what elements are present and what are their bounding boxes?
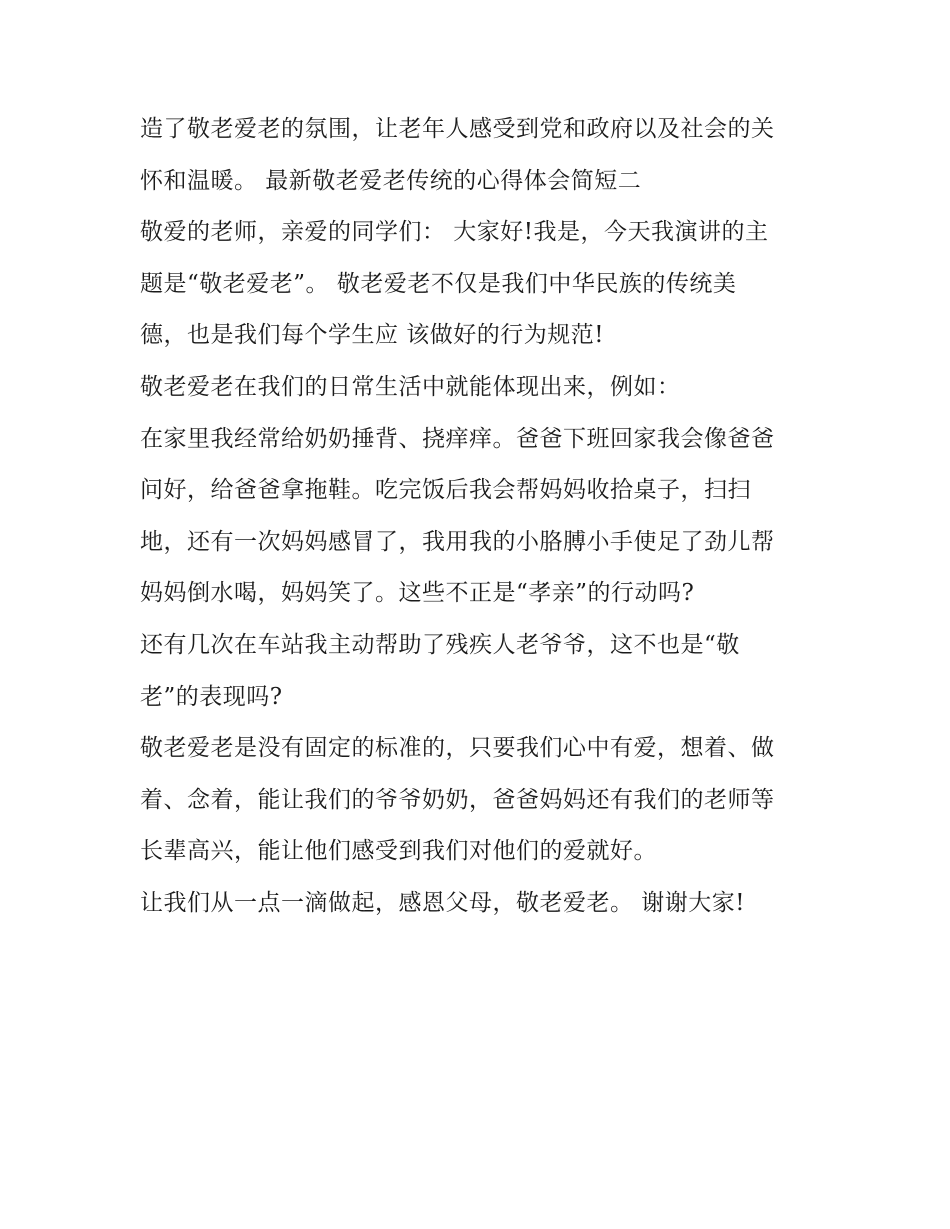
text-line: 造了敬老爱老的氛围，让老年人感受到党和政府以及社会的关 (140, 116, 775, 142)
text-line: 地，还有一次妈妈感冒了，我用我的小胳膊小手使足了劲儿帮 (140, 528, 775, 555)
text-line: 长辈高兴，能让他们感受到我们对他们的爱就好。 (140, 838, 657, 865)
text-line: 还有几次在车站我主动帮助了残疾人老爷爷，这不也是“敬 (140, 631, 740, 658)
body-text (140, 109, 820, 935)
text-line: 德，也是我们每个学生应 该做好的行为规范! (140, 322, 605, 349)
text-line: 妈妈倒水喝，妈妈笑了。这些不正是“孝亲”的行动吗? (140, 580, 695, 607)
text-line: 题是“敬老爱老”。 敬老爱老不仅是我们中华民族的传统美 (140, 270, 737, 297)
text-line: 敬爱的老师，亲爱的同学们： 大家好!我是，今天我演讲的主 (140, 219, 769, 246)
text-line: 着、念着，能让我们的爷爷奶奶，爸爸妈妈还有我们的老师等 (140, 786, 775, 813)
text-line: 敬老爱老在我们的日常生活中就能体现出来，例如： (140, 373, 681, 400)
text-line: 问好，给爸爸拿拖鞋。吃完饭后我会帮妈妈收拾桌子，扫扫 (140, 477, 751, 504)
text-line: 在家里我经常给奶奶捶背、挠痒痒。爸爸下班回家我会像爸爸 (140, 425, 775, 452)
text-line: 怀和温暖。 最新敬老爱老传统的心得体会简短二 (140, 167, 642, 194)
text-line: 老”的表现吗? (140, 683, 283, 710)
text-line: 敬老爱老是没有固定的标准的，只要我们心中有爱，想着、做 (140, 735, 775, 762)
text-line: 让我们从一点一滴做起，感恩父母，敬老爱老。 谢谢大家! (140, 889, 746, 916)
